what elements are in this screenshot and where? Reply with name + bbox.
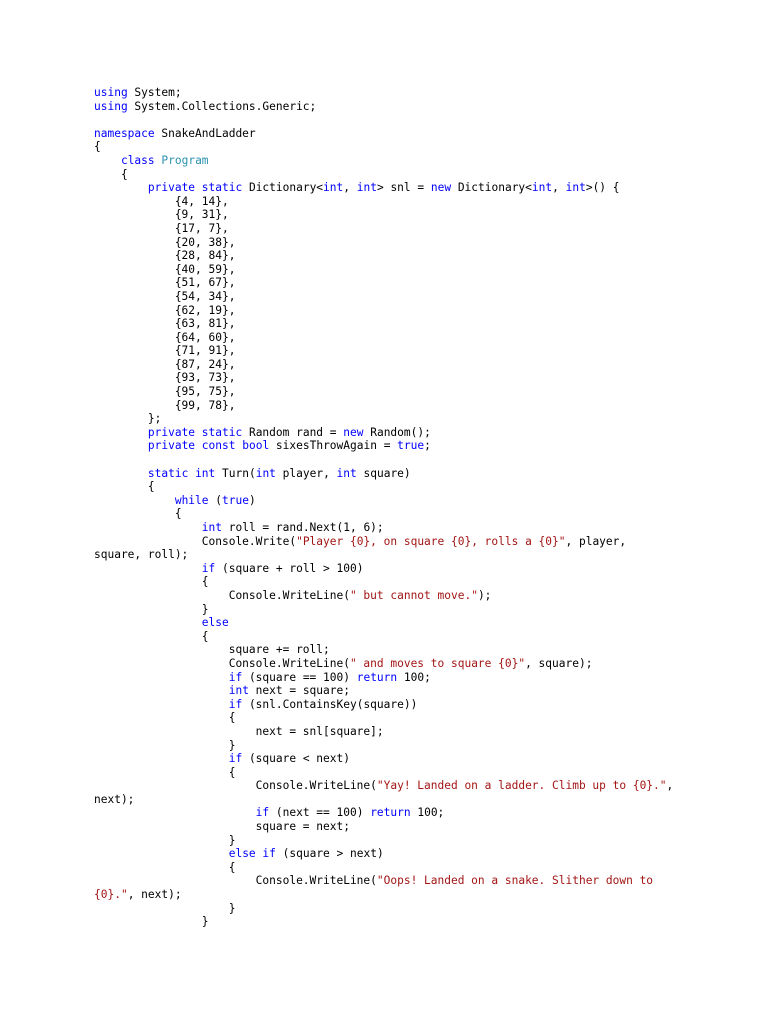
- code-text: square = next;: [94, 820, 350, 834]
- code-line: [94, 236, 734, 250]
- keyword-token: private: [147, 439, 196, 453]
- code-text: }: [94, 602, 209, 616]
- code-text: {87, 24},: [94, 357, 236, 371]
- code-text: [94, 752, 229, 765]
- keyword-token: return: [370, 806, 411, 820]
- code-text: System.Collections.Generic;: [127, 99, 317, 113]
- keyword-token: int: [531, 181, 553, 195]
- keyword-token: static: [201, 425, 243, 439]
- code-line: [94, 127, 734, 141]
- code-text: player,: [275, 466, 337, 480]
- code-text: }: [94, 901, 236, 915]
- code-text: {20, 38},: [94, 235, 236, 249]
- code-text: [94, 684, 229, 697]
- keyword-token: if: [228, 697, 243, 711]
- code-line: [94, 752, 734, 766]
- code-text: [94, 154, 121, 167]
- keyword-token: int: [323, 181, 344, 195]
- code-line: [94, 861, 734, 875]
- code-text: Turn(: [215, 466, 256, 480]
- code-text: (next == 100): [269, 806, 371, 820]
- code-text: {4, 14},: [94, 194, 229, 208]
- keyword-token: if: [262, 847, 276, 861]
- keyword-token: class: [120, 153, 155, 167]
- code-line: [94, 181, 734, 195]
- code-text: }: [94, 915, 209, 929]
- keyword-token: if: [228, 752, 243, 766]
- code-line: [94, 168, 734, 182]
- code-line: [94, 507, 734, 521]
- code-text: {40, 59},: [94, 262, 236, 276]
- code-text: , next);: [127, 888, 182, 902]
- code-text: {: [94, 140, 101, 154]
- keyword-token: bool: [242, 439, 270, 453]
- code-line: [94, 766, 734, 780]
- code-text: , player,: [565, 534, 627, 548]
- code-line: [94, 535, 734, 549]
- code-line: [94, 317, 734, 331]
- code-line: [94, 725, 734, 739]
- code-text: Random rand =: [242, 425, 344, 439]
- keyword-token: true: [397, 439, 425, 453]
- keyword-token: new: [430, 181, 452, 195]
- code-line: [94, 562, 734, 576]
- code-text: [94, 439, 148, 452]
- code-text: {: [94, 629, 209, 643]
- code-line: [94, 113, 734, 127]
- code-text: {: [94, 507, 182, 521]
- code-text: [94, 494, 175, 507]
- code-text: };: [94, 412, 162, 426]
- code-line: [94, 548, 734, 562]
- code-text: {64, 60},: [94, 330, 236, 344]
- keyword-token: int: [228, 684, 249, 698]
- code-listing: [94, 86, 734, 929]
- code-text: next = snl[square];: [94, 724, 384, 738]
- code-line: [94, 412, 734, 426]
- code-text: {95, 75},: [94, 385, 236, 399]
- keyword-token: private: [147, 425, 196, 439]
- code-line: [94, 344, 734, 358]
- code-text: square): [356, 466, 411, 480]
- code-text: (: [208, 493, 222, 507]
- code-text: [94, 467, 148, 480]
- code-text: [94, 616, 202, 629]
- code-line: [94, 657, 734, 671]
- code-line: [94, 575, 734, 589]
- code-text: {71, 91},: [94, 344, 236, 358]
- code-line: [94, 603, 734, 617]
- code-line: [94, 426, 734, 440]
- code-line: [94, 467, 734, 481]
- code-line: [94, 439, 734, 453]
- code-line: [94, 222, 734, 236]
- keyword-token: return: [356, 670, 398, 684]
- code-text: 100;: [410, 806, 445, 820]
- code-line: [94, 902, 734, 916]
- code-text: roll = rand.Next(1, 6);: [222, 521, 384, 534]
- code-text: square, roll);: [94, 548, 189, 562]
- code-text: SnakeAndLadder: [154, 126, 256, 140]
- code-text: {54, 34},: [94, 289, 236, 303]
- code-text: [94, 698, 229, 711]
- code-text: {: [94, 711, 236, 725]
- code-line: [94, 630, 734, 644]
- code-line: [94, 834, 734, 848]
- code-line: [94, 589, 734, 603]
- code-text: {17, 7},: [94, 221, 229, 235]
- code-text: (square < next): [242, 752, 350, 766]
- code-text: [94, 562, 202, 575]
- code-text: }: [94, 833, 236, 847]
- code-line: [94, 494, 734, 508]
- code-text: (square + roll > 100): [215, 561, 364, 575]
- code-text: {: [94, 765, 236, 779]
- code-line: [94, 304, 734, 318]
- keyword-token: int: [195, 466, 216, 480]
- code-text: [195, 439, 202, 452]
- code-text: ,: [343, 181, 357, 195]
- code-line: [94, 521, 734, 535]
- code-text: [94, 426, 148, 439]
- code-text: next);: [94, 792, 135, 806]
- code-text: {28, 84},: [94, 249, 236, 263]
- code-line: [94, 888, 734, 902]
- code-line: [94, 371, 734, 385]
- code-line: [94, 195, 734, 209]
- code-text: [195, 181, 202, 194]
- code-text: (square > next): [275, 847, 384, 861]
- string-literal: "Player {0}, on square {0}, rolls a {0}": [296, 534, 566, 548]
- code-line: [94, 671, 734, 685]
- code-text: Console.WriteLine(: [94, 588, 350, 602]
- code-line: [94, 616, 734, 630]
- code-text: }: [94, 738, 236, 752]
- code-line: [94, 290, 734, 304]
- keyword-token: using: [94, 99, 128, 113]
- code-text: ,: [666, 779, 674, 793]
- code-text: Console.Write(: [94, 534, 297, 548]
- keyword-token: private: [147, 181, 196, 195]
- keyword-token: int: [201, 521, 222, 534]
- code-text: Console.WriteLine(: [94, 779, 377, 793]
- code-text: {: [94, 167, 128, 181]
- code-text: next = square;: [248, 684, 350, 698]
- keyword-token: const: [201, 439, 236, 453]
- code-line: [94, 453, 734, 467]
- code-text: Dictionary<: [242, 181, 324, 195]
- code-text: {: [94, 480, 155, 494]
- code-text: [195, 426, 202, 439]
- code-line: [94, 331, 734, 345]
- code-text: {99, 78},: [94, 398, 236, 412]
- code-line: [94, 154, 734, 168]
- code-text: {62, 19},: [94, 303, 236, 317]
- code-text: Dictionary<: [451, 181, 532, 195]
- code-line: [94, 915, 734, 929]
- string-literal: "Yay! Landed on a ladder. Climb up to {0}.": [376, 779, 667, 793]
- type-name: Program: [161, 153, 209, 167]
- keyword-token: if: [201, 561, 216, 575]
- code-line: [94, 100, 734, 114]
- code-text: 100;: [397, 670, 431, 684]
- code-line: [94, 739, 734, 753]
- code-text: >() {: [585, 181, 620, 195]
- keyword-token: int: [356, 181, 377, 195]
- keyword-token: true: [222, 493, 249, 507]
- code-text: {63, 81},: [94, 317, 236, 331]
- code-line: [94, 643, 734, 657]
- code-line: [94, 399, 734, 413]
- code-line: [94, 684, 734, 698]
- string-literal: " and moves to square {0}": [349, 656, 526, 670]
- code-text: [94, 806, 256, 819]
- code-text: [94, 671, 229, 684]
- code-text: ,: [552, 181, 566, 195]
- code-line: [94, 698, 734, 712]
- code-text: , square);: [525, 656, 593, 670]
- code-line: [94, 480, 734, 494]
- code-line: [94, 249, 734, 263]
- keyword-token: static: [201, 181, 243, 195]
- code-text: Console.WriteLine(: [94, 656, 350, 670]
- code-line: [94, 358, 734, 372]
- code-text: ): [248, 493, 256, 507]
- code-line: [94, 208, 734, 222]
- code-line: [94, 711, 734, 725]
- code-line: [94, 793, 734, 807]
- string-literal: {0}.": [94, 888, 128, 902]
- code-text: {: [94, 860, 236, 874]
- code-text: );: [477, 588, 492, 602]
- code-text: {93, 73},: [94, 371, 236, 385]
- keyword-token: while: [174, 493, 209, 507]
- code-line: [94, 874, 734, 888]
- code-text: [94, 181, 148, 194]
- code-text: square += roll;: [94, 643, 330, 657]
- code-line: [94, 847, 734, 861]
- code-text: [94, 521, 202, 534]
- code-text: {51, 67},: [94, 276, 236, 290]
- keyword-token: int: [565, 181, 586, 195]
- code-text: Console.WriteLine(: [94, 874, 377, 888]
- keyword-token: new: [343, 425, 364, 439]
- code-text: (snl.ContainsKey(square)): [242, 697, 418, 711]
- code-text: > snl =: [376, 181, 431, 195]
- code-line: [94, 276, 734, 290]
- keyword-token: int: [336, 466, 357, 480]
- code-text: sixesThrowAgain =: [269, 439, 398, 453]
- keyword-token: if: [255, 806, 270, 820]
- keyword-token: static: [147, 466, 189, 480]
- code-line: [94, 385, 734, 399]
- code-text: System;: [127, 86, 182, 99]
- keyword-token: if: [228, 670, 243, 684]
- string-literal: "Oops! Landed on a snake. Slither down to: [376, 874, 654, 888]
- code-text: {: [94, 575, 209, 589]
- code-line: [94, 779, 734, 793]
- code-line: [94, 140, 734, 154]
- code-text: (square == 100): [242, 670, 357, 684]
- keyword-token: else: [228, 847, 256, 861]
- keyword-token: else: [201, 616, 229, 630]
- code-text: {9, 31},: [94, 208, 229, 222]
- code-line: [94, 806, 734, 820]
- code-line: [94, 820, 734, 834]
- code-line: [94, 86, 734, 100]
- code-line: [94, 263, 734, 277]
- keyword-token: using: [94, 86, 128, 99]
- code-text: ;: [424, 439, 431, 453]
- code-text: [94, 847, 229, 860]
- keyword-token: int: [255, 466, 276, 480]
- code-text: Random();: [363, 425, 431, 439]
- keyword-token: namespace: [94, 126, 155, 140]
- string-literal: " but cannot move.": [349, 588, 478, 602]
